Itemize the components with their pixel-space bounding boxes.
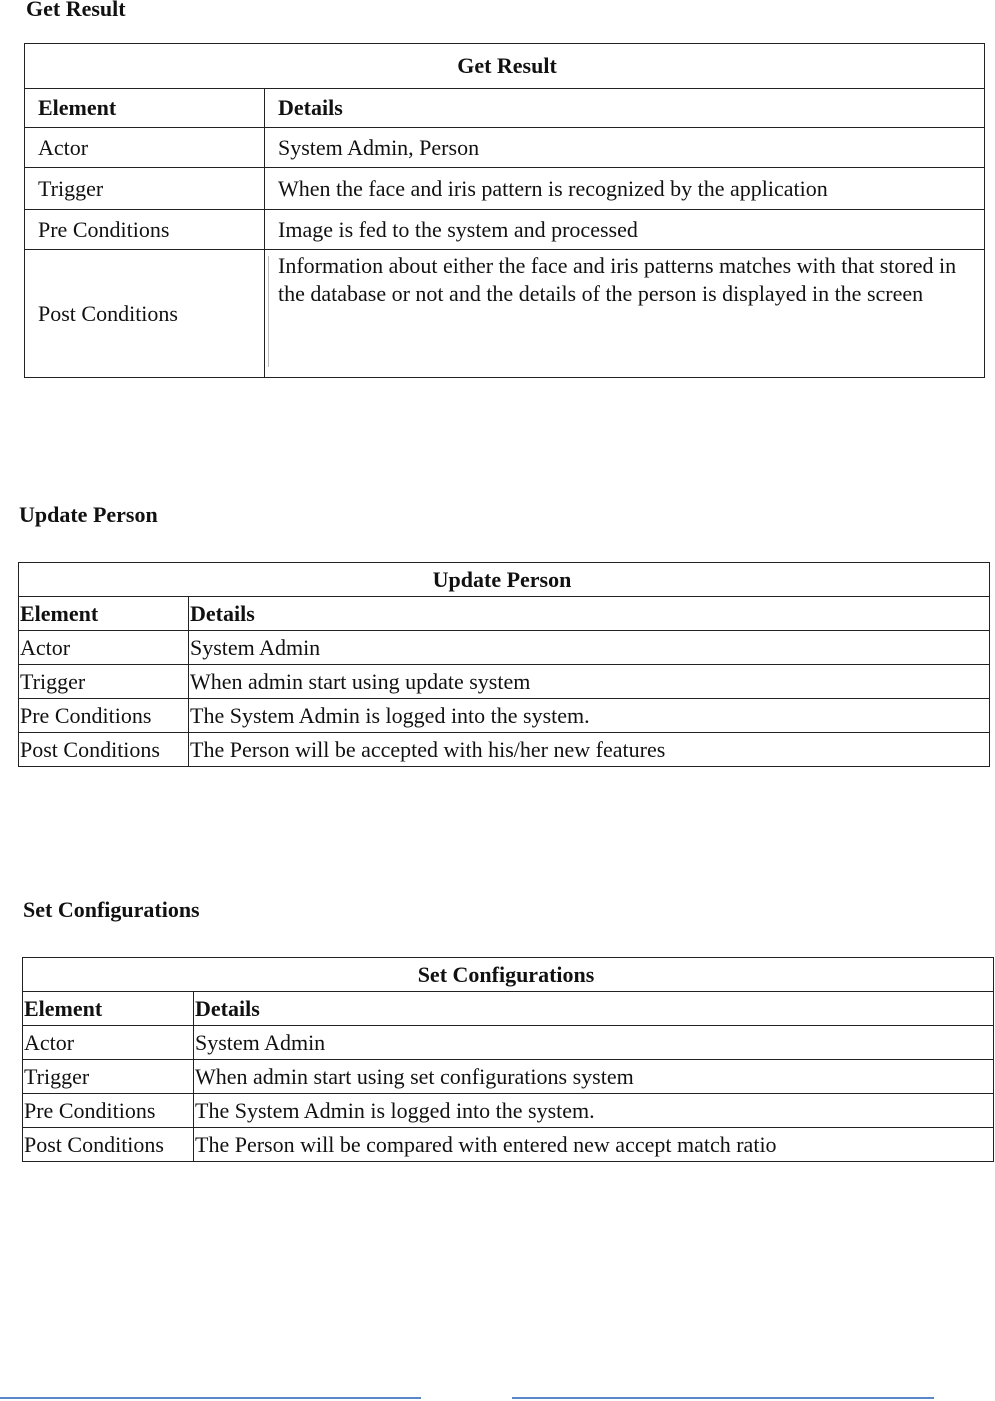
element-cell: Post Conditions	[23, 1128, 194, 1162]
details-cell: The Person will be accepted with his/her new features	[189, 733, 990, 767]
details-cell: Image is fed to the system and processed	[265, 210, 985, 250]
footer-rule-right	[512, 1397, 934, 1399]
details-cell: The Person will be compared with entered new accept match ratio	[194, 1128, 994, 1162]
section-heading-update-person: Update Person	[19, 502, 158, 527]
footer-rule-left	[0, 1397, 421, 1399]
element-cell: Post Conditions	[19, 733, 189, 767]
section-heading-get-result: Get Result	[26, 0, 126, 21]
column-header-details: Details	[189, 597, 990, 631]
table-row	[23, 1060, 994, 1094]
details-cell: System Admin	[194, 1026, 994, 1060]
table-title: Get Result	[25, 44, 985, 89]
element-cell: Actor	[23, 1026, 194, 1060]
table-row	[19, 733, 990, 767]
details-cell: When the face and iris pattern is recognized by the application	[265, 168, 985, 210]
details-cell: The System Admin is logged into the system.	[194, 1094, 994, 1128]
table-row	[19, 631, 990, 665]
details-cell: When admin start using set configurations system	[194, 1060, 994, 1094]
table-title: Set Configurations	[23, 958, 994, 992]
details-cell: The System Admin is logged into the system.	[189, 699, 990, 733]
table-title: Update Person	[19, 563, 990, 597]
column-header-element: Element	[25, 89, 265, 128]
set-configurations-table	[22, 957, 994, 1162]
element-cell: Trigger	[25, 168, 265, 210]
table-header-row	[19, 597, 990, 631]
update-person-table	[18, 562, 990, 767]
table-header-row	[25, 89, 985, 128]
section-heading-set-configurations: Set Configurations	[23, 897, 200, 922]
element-cell: Pre Conditions	[19, 699, 189, 733]
table-row	[19, 665, 990, 699]
get-result-table	[24, 43, 985, 378]
table-title-row	[25, 44, 985, 89]
column-header-element: Element	[19, 597, 189, 631]
element-cell: Actor	[25, 128, 265, 168]
details-cell: System Admin	[189, 631, 990, 665]
table-row	[25, 210, 985, 250]
table-title-row	[19, 563, 990, 597]
details-cell: Information about either the face and iris patterns matches with that stored in the database or not and the details of the person is displayed in the screen	[265, 250, 985, 378]
column-header-details: Details	[265, 89, 985, 128]
column-header-element: Element	[23, 992, 194, 1026]
element-cell: Actor	[19, 631, 189, 665]
column-header-details: Details	[194, 992, 994, 1026]
table-row	[25, 250, 985, 378]
element-cell: Pre Conditions	[23, 1094, 194, 1128]
element-cell: Trigger	[19, 665, 189, 699]
table-row	[25, 128, 985, 168]
table-header-row	[23, 992, 994, 1026]
details-cell: When admin start using update system	[189, 665, 990, 699]
element-cell: Pre Conditions	[25, 210, 265, 250]
element-cell: Post Conditions	[25, 250, 265, 378]
table-row	[23, 1128, 994, 1162]
table-row	[25, 168, 985, 210]
table-row	[23, 1094, 994, 1128]
table-title-row	[23, 958, 994, 992]
details-cell: System Admin, Person	[265, 128, 985, 168]
table-row	[19, 699, 990, 733]
element-cell: Trigger	[23, 1060, 194, 1094]
table-row	[23, 1026, 994, 1060]
